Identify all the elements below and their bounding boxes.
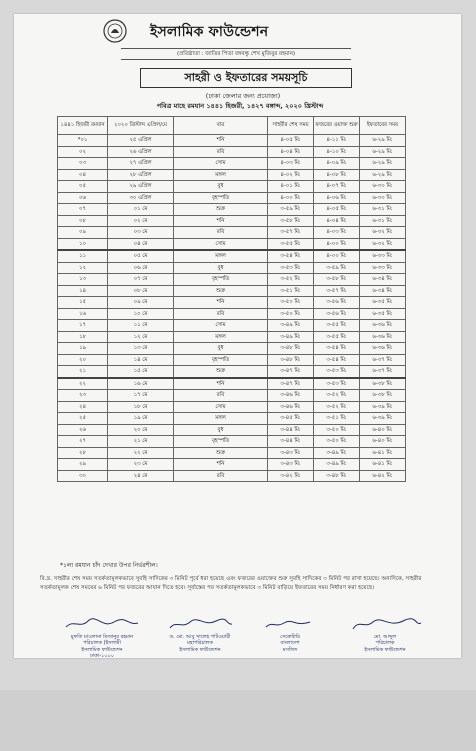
table-row — [58, 331, 406, 343]
cell-ramadan-day: ১৫ — [58, 297, 108, 309]
cell-weekday: সোম — [174, 158, 268, 170]
cell-fajr-start: ৩-৫৮ মি: — [314, 274, 360, 286]
cell-weekday: শুক্র — [174, 366, 268, 378]
cell-iftar-time: ৬-৩৮ মি: — [360, 390, 406, 402]
col-header-sehri: সাহরীর শেষ সময় — [268, 117, 314, 135]
cell-iftar-time: ৬-৩৫ মি: — [360, 308, 406, 320]
cell-iftar-time: ৬-৩০ মি: — [360, 181, 406, 193]
cell-date: ০৯ মে — [108, 297, 174, 309]
cell-sehri-end: ৩-৫৮ মি: — [268, 215, 314, 227]
cell-date: ১৯ মে — [108, 413, 174, 425]
cell-ramadan-day: ১২ — [58, 262, 108, 274]
cell-weekday: বুধ — [174, 181, 268, 193]
cell-sehri-end: ৩-৪২ মি: — [268, 470, 314, 482]
cell-fajr-start: ৪-০৮ মি: — [314, 169, 360, 181]
cell-ramadan-day: ০৬ — [58, 192, 108, 204]
cell-iftar-time: ৬-২৯ মি: — [360, 146, 406, 158]
cell-ramadan-day: ০৪ — [58, 169, 108, 181]
cell-sehri-end: ৩-৫০ মি: — [268, 297, 314, 309]
cell-weekday: রবি — [174, 227, 268, 239]
cell-ramadan-day: ২৪ — [58, 401, 108, 413]
cell-fajr-start: ৩-৫৬ মি: — [314, 308, 360, 320]
table-row — [58, 320, 406, 332]
cell-fajr-start: ৪-০৩ মি: — [314, 227, 360, 239]
signature-scrawl-1 — [62, 617, 142, 631]
cell-iftar-time: ৬-৩৬ মি: — [360, 320, 406, 332]
cell-ramadan-day: ১৮ — [58, 331, 108, 343]
moon-sighting-note: *১লা রমযান চাঁদ দেখার উপর নির্ভরশীল। — [60, 562, 158, 569]
cell-ramadan-day: ১৪ — [58, 285, 108, 297]
cell-weekday: রবি — [174, 470, 268, 482]
cell-date: ০২ মে — [108, 215, 174, 227]
cell-sehri-end: ৩-৪৩ মি: — [268, 459, 314, 471]
cell-iftar-time: ৬-৩২ মি: — [360, 227, 406, 239]
cell-ramadan-day: ০৯ — [58, 227, 108, 239]
table-row — [58, 470, 406, 482]
signature-org-4: ইসলামিক ফাউন্ডেশন — [364, 646, 406, 653]
signature-role-4: পরিচালক — [375, 640, 395, 646]
cell-weekday: বৃহস্পতি — [174, 436, 268, 448]
signature-role-2: মহাপরিচালক — [187, 640, 213, 646]
cell-date: ২৮ এপ্রিল — [108, 169, 174, 181]
cell-sehri-end: ৪-০০ মি: — [268, 192, 314, 204]
cell-date: ০৬ মে — [108, 262, 174, 274]
cell-weekday: মঙ্গল — [174, 250, 268, 262]
cell-sehri-end: ৩-৫১ মি: — [268, 285, 314, 297]
schedule-title: সাহরী ও ইফতারের সময়সূচি — [140, 68, 352, 88]
signature-name-3: সেক্রেটারি — [280, 633, 300, 640]
cell-sehri-end: ৩-৪৮ মি: — [268, 354, 314, 366]
table-row — [58, 227, 406, 239]
cell-iftar-time: ৬-৩৩ মি: — [360, 250, 406, 262]
table-row — [58, 181, 406, 193]
cell-ramadan-day: ৩০ — [58, 470, 108, 482]
cell-ramadan-day: *০১ — [58, 135, 108, 147]
table-row — [58, 238, 406, 250]
cell-weekday: শুক্র — [174, 204, 268, 216]
cell-date: ১৩ মে — [108, 343, 174, 355]
cell-ramadan-day: ২০ — [58, 354, 108, 366]
cell-sehri-end: ৩-৪৭ মি: — [268, 366, 314, 378]
cell-sehri-end: ৪-০১ মি: — [268, 181, 314, 193]
cell-weekday: মঙ্গল — [174, 413, 268, 425]
signature-org-1: ইসলামিক ফাউন্ডেশন — [81, 646, 123, 653]
cell-fajr-start: ৪-০৫ মি: — [314, 204, 360, 216]
cell-ramadan-day: ০৩ — [58, 158, 108, 170]
cell-date: ১৮ মে — [108, 401, 174, 413]
cell-ramadan-day: ২২ — [58, 378, 108, 390]
cell-date: ৩০ এপ্রিল — [108, 192, 174, 204]
cell-date: ২০ মে — [108, 424, 174, 436]
cell-sehri-end: ৩-৪৯ মি: — [268, 331, 314, 343]
signature-org-3: মসজিদ — [282, 646, 298, 653]
cell-date: ২৩ মে — [108, 459, 174, 471]
table-row — [58, 436, 406, 448]
signature-name-1: মুফতি মাওলানা মিজানুর রহমান — [70, 633, 134, 640]
cell-iftar-time: ৬-৩১ মি: — [360, 215, 406, 227]
cell-weekday: বুধ — [174, 262, 268, 274]
cell-weekday: বুধ — [174, 424, 268, 436]
cell-iftar-time: ৬-৩৪ মি: — [360, 285, 406, 297]
cell-ramadan-day: ২৯ — [58, 459, 108, 471]
cell-ramadan-day: ১৯ — [58, 343, 108, 355]
cell-sehri-end: ৩-৫২ মি: — [268, 274, 314, 286]
cell-date: ১৪ মে — [108, 354, 174, 366]
cell-sehri-end: ৩-৪৬ মি: — [268, 401, 314, 413]
cell-iftar-time: ৬-৩৮ মি: — [360, 378, 406, 390]
table-row — [58, 366, 406, 378]
table-row — [58, 169, 406, 181]
signature-role-3: বাংলাদেশ — [280, 640, 300, 646]
cell-sehri-end: ৩-৫৫ মি: — [268, 238, 314, 250]
cell-fajr-start: ৩-৫২ মি: — [314, 401, 360, 413]
cell-sehri-end: ৩-৪৭ মি: — [268, 378, 314, 390]
cell-iftar-time: ৬-৩৭ মি: — [360, 354, 406, 366]
signature-scrawl-2 — [160, 617, 240, 631]
cell-fajr-start: ৩-৫৫ মি: — [314, 320, 360, 332]
cell-date: ০১ মে — [108, 204, 174, 216]
signature-scrawl-3 — [260, 617, 320, 631]
col-header-day: বার — [174, 117, 268, 135]
signature-role-1: পরিচালক (ইসলামী — [83, 640, 121, 646]
cell-fajr-start: ৩-৫৪ মি: — [314, 354, 360, 366]
cell-fajr-start: ৪-০৭ মি: — [314, 181, 360, 193]
cell-date: ২৯ এপ্রিল — [108, 181, 174, 193]
cell-date: ০৫ মে — [108, 250, 174, 262]
cell-fajr-start: ৪-০০ মি: — [314, 250, 360, 262]
table-row — [58, 378, 406, 390]
cell-ramadan-day: ২৫ — [58, 413, 108, 425]
cell-sehri-end: ৪-০৩ মি: — [268, 158, 314, 170]
cell-iftar-time: ৬-৩৫ মি: — [360, 297, 406, 309]
cell-sehri-end: ৪-০৪ মি: — [268, 146, 314, 158]
table-row — [58, 192, 406, 204]
table-row — [58, 390, 406, 402]
cell-iftar-time: ৬-২৯ মি: — [360, 169, 406, 181]
schedule-period: পবিত্র মাহে রমযান ১৪৪১ হিজরী, ১৪২৭ বঙ্গাব্দ, ২০২০ খ্রিস্টাব্দ — [156, 102, 324, 110]
cell-fajr-start: ৩-৫০ মি: — [314, 424, 360, 436]
foundation-logo-icon — [103, 19, 127, 43]
cell-fajr-start: ৩-৫৩ মি: — [314, 378, 360, 390]
cell-weekday: মঙ্গল — [174, 169, 268, 181]
schedule-subtitle: (ঢাকা জেলার জন্য প্রযোজ্য) — [205, 92, 281, 100]
cell-iftar-time: ৬-৪২ মি: — [360, 470, 406, 482]
cell-weekday: শুক্র — [174, 447, 268, 459]
signature-block-4 — [345, 617, 425, 653]
cell-weekday: সোম — [174, 238, 268, 250]
signature-block-3 — [260, 617, 320, 653]
cell-fajr-start: ৩-৪৮ মি: — [314, 470, 360, 482]
signature-scrawl-4 — [345, 617, 425, 631]
cell-ramadan-day: ০২ — [58, 146, 108, 158]
cell-date: ০৭ মে — [108, 274, 174, 286]
cell-date: ২২ মে — [108, 447, 174, 459]
cell-fajr-start: ৪-০৪ মি: — [314, 215, 360, 227]
table-row — [58, 401, 406, 413]
cell-weekday: বুধ — [174, 343, 268, 355]
cell-iftar-time: ৬-৪১ মি: — [360, 447, 406, 459]
cell-weekday: বৃহস্পতি — [174, 274, 268, 286]
cell-fajr-start: ৪-০৯ মি: — [314, 158, 360, 170]
cell-fajr-start: ৩-৫০ মি: — [314, 436, 360, 448]
table-row — [58, 215, 406, 227]
cell-date: ২১ মে — [108, 436, 174, 448]
cell-weekday: শনি — [174, 297, 268, 309]
table-row — [58, 447, 406, 459]
table-row — [58, 459, 406, 471]
table-row — [58, 354, 406, 366]
cell-weekday: রবি — [174, 308, 268, 320]
table-row — [58, 204, 406, 216]
col-header-iftar: ইফতারের সময় — [360, 117, 406, 135]
cell-fajr-start: ৪-১০ মি: — [314, 146, 360, 158]
cell-sehri-end: ৩-৪৬ মি: — [268, 390, 314, 402]
cell-weekday: শনি — [174, 215, 268, 227]
background-area — [0, 690, 476, 751]
cell-weekday: মঙ্গল — [174, 331, 268, 343]
cell-iftar-time: ৬-৩৭ মি: — [360, 366, 406, 378]
cell-date: ০৮ মে — [108, 285, 174, 297]
cell-weekday: সোম — [174, 401, 268, 413]
cell-weekday: শনি — [174, 378, 268, 390]
signature-name-4: মো. আব্দুল — [373, 633, 397, 640]
table-row — [58, 135, 406, 147]
cell-ramadan-day: ২১ — [58, 366, 108, 378]
table-row — [58, 285, 406, 297]
table-row — [58, 146, 406, 158]
cell-fajr-start: ৩-৫২ মি: — [314, 390, 360, 402]
cell-ramadan-day: ০৭ — [58, 204, 108, 216]
cell-iftar-time: ৬-২৯ মি: — [360, 135, 406, 147]
cell-ramadan-day: ০৮ — [58, 215, 108, 227]
cell-date: ২৫ এপ্রিল — [108, 135, 174, 147]
cell-iftar-time: ৬-৩৬ মি: — [360, 343, 406, 355]
cell-ramadan-day: ১৩ — [58, 274, 108, 286]
cell-weekday: রবি — [174, 390, 268, 402]
cell-fajr-start: ৩-৫৯ মি: — [314, 262, 360, 274]
table-row — [58, 413, 406, 425]
cell-sehri-end: ৪-০৫ মি: — [268, 135, 314, 147]
cell-weekday: বৃহস্পতি — [174, 192, 268, 204]
table-row — [58, 262, 406, 274]
table-row — [58, 158, 406, 170]
cell-date: ১২ মে — [108, 331, 174, 343]
table-row — [58, 274, 406, 286]
cell-date: ২৬ এপ্রিল — [108, 146, 174, 158]
cell-iftar-time: ৬-৩০ মি: — [360, 192, 406, 204]
cell-sehri-end: ৩-৪৯ মি: — [268, 320, 314, 332]
cell-ramadan-day: ১০ — [58, 238, 108, 250]
cell-date: ০৪ মে — [108, 238, 174, 250]
cell-iftar-time: ৬-৪১ মি: — [360, 459, 406, 471]
cell-sehri-end: ৩-৪৪ মি: — [268, 424, 314, 436]
cell-weekday: শনি — [174, 135, 268, 147]
cell-weekday: বৃহস্পতি — [174, 354, 268, 366]
cell-weekday: শুক্র — [174, 285, 268, 297]
cell-fajr-start: ৪-১১ মি: — [314, 135, 360, 147]
col-header-date: ২০২০ খ্রিস্টাব্দ এপ্রিল/মে — [108, 117, 174, 135]
cell-iftar-time: ৬-৩১ মি: — [360, 204, 406, 216]
cell-fajr-start: ৩-৫৪ মি: — [314, 343, 360, 355]
cell-fajr-start: ৩-৫৭ মি: — [314, 285, 360, 297]
cell-sehri-end: ৩-৪৮ মি: — [268, 343, 314, 355]
table-row — [58, 250, 406, 262]
cell-weekday: সোম — [174, 320, 268, 332]
cell-iftar-time: ৬-৪০ মি: — [360, 436, 406, 448]
cell-iftar-time: ৬-৩৯ মি: — [360, 401, 406, 413]
cell-ramadan-day: ১৭ — [58, 320, 108, 332]
signature-place-1: ঢাকা-১০০০ — [89, 653, 115, 659]
cell-iftar-time: ৬-৩৬ মি: — [360, 331, 406, 343]
cell-sehri-end: ৩-৫৭ মি: — [268, 227, 314, 239]
cell-fajr-start: ৩-৪৯ মি: — [314, 459, 360, 471]
cell-sehri-end: ৩-৪৫ মি: — [268, 413, 314, 425]
cell-date: ২৪ মে — [108, 470, 174, 482]
cell-date: ১১ মে — [108, 320, 174, 332]
signature-org-2: ইসলামিক ফাউন্ডেশন — [179, 646, 221, 653]
cell-ramadan-day: ২৭ — [58, 436, 108, 448]
cell-sehri-end: ৩-৫৯ মি: — [268, 204, 314, 216]
cell-sehri-end: ৩-৪৩ মি: — [268, 447, 314, 459]
org-name: ইসলামিক ফাউন্ডেশন — [150, 24, 269, 40]
signature-block-2 — [160, 617, 240, 653]
cell-ramadan-day: ২৩ — [58, 390, 108, 402]
cell-fajr-start: ৪-০৬ মি: — [314, 192, 360, 204]
cell-date: ১৬ মে — [108, 378, 174, 390]
cell-ramadan-day: ২৮ — [58, 447, 108, 459]
col-header-fajr: ফজরের ওয়াক্ত শুরু — [314, 117, 360, 135]
org-tagline: (প্রতিষ্ঠাতা : জাতির পিতা বঙ্গবন্ধু শেখ মুজিবুর রহমান) — [121, 48, 351, 60]
cell-iftar-time: ৬-৩৪ মি: — [360, 274, 406, 286]
cell-iftar-time: ৬-৩৯ মি: — [360, 413, 406, 425]
cell-fajr-start: ৩-৫১ মি: — [314, 413, 360, 425]
cell-ramadan-day: ০৫ — [58, 181, 108, 193]
table-row — [58, 297, 406, 309]
cell-ramadan-day: ১১ — [58, 250, 108, 262]
cell-iftar-time: ৬-২৯ মি: — [360, 158, 406, 170]
cell-sehri-end: ৩-৫৩ মি: — [268, 262, 314, 274]
cell-iftar-time: ৬-৩২ মি: — [360, 238, 406, 250]
cell-date: ১০ মে — [108, 308, 174, 320]
cell-date: ০৩ মে — [108, 227, 174, 239]
table-row — [58, 308, 406, 320]
col-header-ramadan: ১৪৪১ হিজরী রমযান — [58, 117, 108, 135]
cell-weekday: রবি — [174, 146, 268, 158]
schedule-table — [57, 116, 406, 482]
cell-ramadan-day: ১৬ — [58, 308, 108, 320]
cell-fajr-start: ৩-৪৯ মি: — [314, 447, 360, 459]
cell-weekday: শনি — [174, 459, 268, 471]
cell-sehri-end: ৪-০২ মি: — [268, 169, 314, 181]
cell-sehri-end: ৩-৪৪ মি: — [268, 436, 314, 448]
table-header-row — [58, 117, 406, 135]
cell-iftar-time: ৬-৩৩ মি: — [360, 262, 406, 274]
cell-ramadan-day: ২৬ — [58, 424, 108, 436]
cell-date: ২৭ এপ্রিল — [108, 158, 174, 170]
cell-date: ১৫ মে — [108, 366, 174, 378]
table-row — [58, 343, 406, 355]
cell-date: ১৭ মে — [108, 390, 174, 402]
cell-sehri-end: ৩-৫০ মি: — [268, 308, 314, 320]
cell-fajr-start: ৪-০০ মি: — [314, 238, 360, 250]
cell-sehri-end: ৩-৫৪ মি: — [268, 250, 314, 262]
cell-fajr-start: ৩-৫৩ মি: — [314, 366, 360, 378]
signature-name-2: ড. মো. আবু সালেহ পাটওয়ারী — [169, 633, 231, 640]
cell-iftar-time: ৬-৪০ মি: — [360, 424, 406, 436]
cell-fajr-start: ৩-৫৫ মি: — [314, 331, 360, 343]
footnote: বি.দ্র. সাহরীর শেষ সময় সতর্কতামূলকভাবে সুবহি সাদিকের ৩ মিনিট পূর্বে ধরা হয়েছে এবং ফজরের ওয়াক্তের শুরু সুবহি সাদিকের ৩ মিনিট পর রাখা হয়েছে। অন্যদিকে, সাহরীর সতর্কতামূলক শেষ সময়ের ৬ মিনিট পর ফজরের আযান দিতে হবে। সূর্যাস্তের পর সতর্কতামূলকভাবে ৩ মিনিট বাড়িয়ে ইফতারের সময় নির্ধারণ করা হয়েছে। — [40, 576, 422, 591]
cell-fajr-start: ৩-৫৬ মি: — [314, 297, 360, 309]
table-row — [58, 424, 406, 436]
signature-block-1 — [62, 617, 142, 660]
